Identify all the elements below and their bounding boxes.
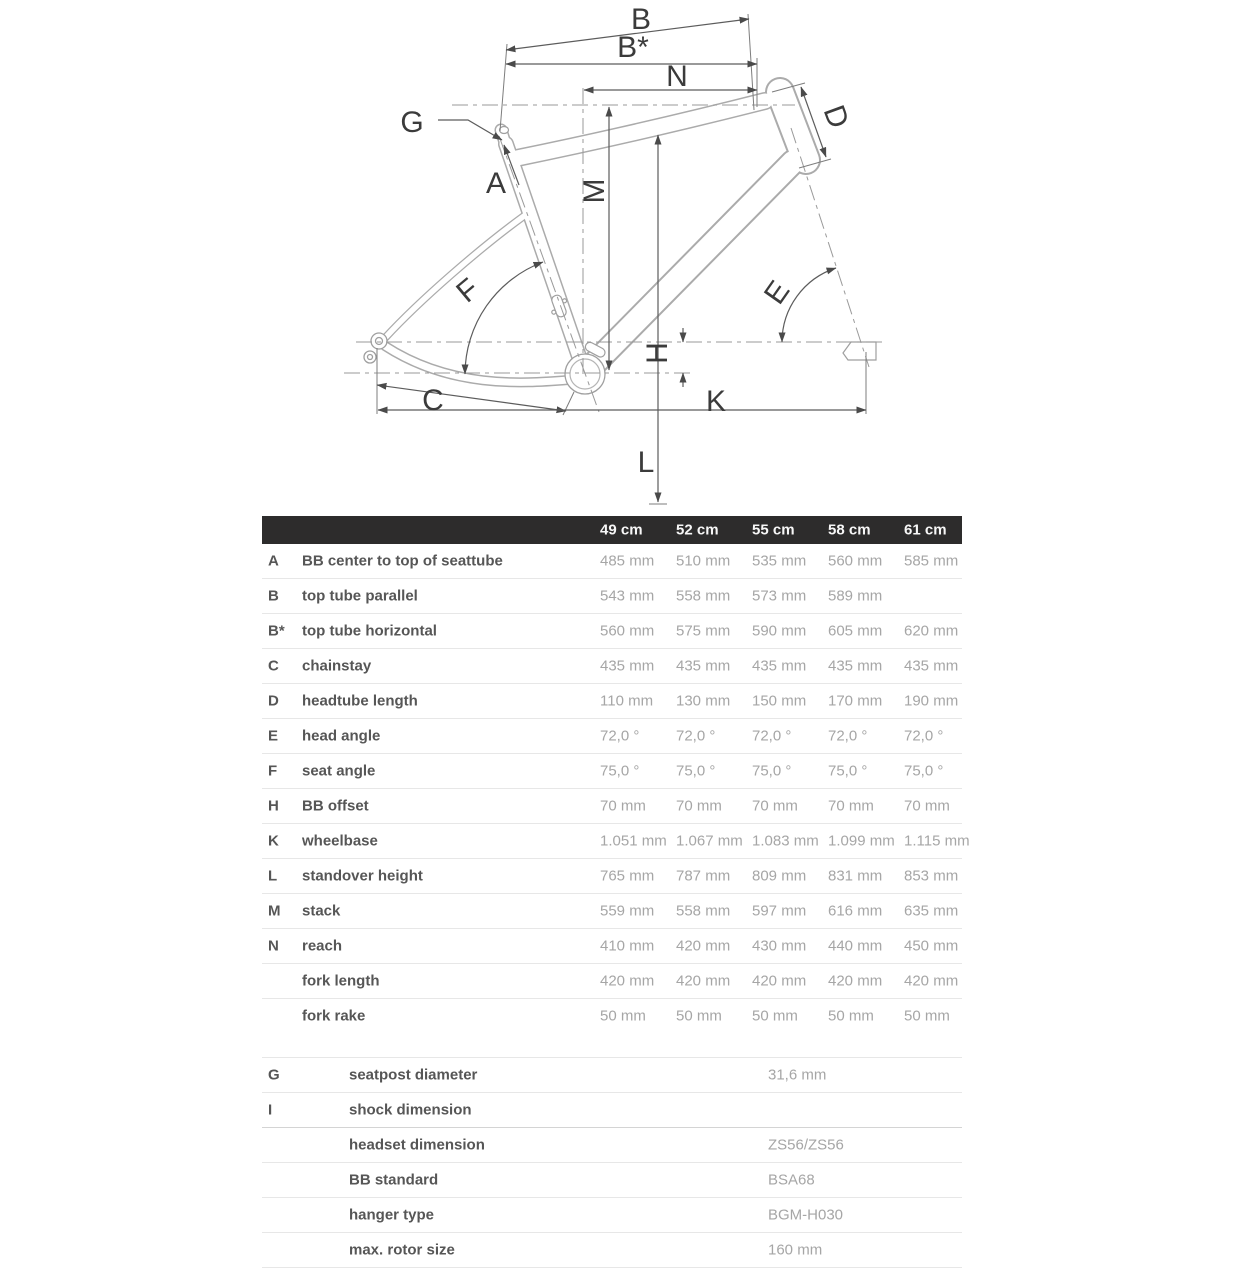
row-value: 75,0 ° <box>828 762 868 780</box>
bike-frame-drawing <box>0 0 1250 515</box>
row-value: 50 mm <box>904 1007 950 1025</box>
row-name: chainstay <box>302 657 372 675</box>
label-standover: L <box>637 446 655 479</box>
label-chainstay: C <box>422 384 444 417</box>
row-value: 410 mm <box>600 937 655 955</box>
row-value: 440 mm <box>828 937 883 955</box>
dim-chainstay <box>377 385 566 411</box>
row-value: 559 mm <box>600 902 655 920</box>
row-letter: C <box>268 657 279 675</box>
label-reach: N <box>666 60 688 93</box>
row-value: 620 mm <box>904 622 959 640</box>
row-name: seat angle <box>302 762 376 780</box>
size-header-row <box>262 516 962 544</box>
row-value: 130 mm <box>676 692 731 710</box>
row-value: 420 mm <box>600 972 655 990</box>
row-letter: I <box>268 1101 273 1119</box>
row-value: 190 mm <box>904 692 959 710</box>
table-row <box>262 649 962 684</box>
row-value: 450 mm <box>904 937 959 955</box>
row-name: stack <box>302 902 341 920</box>
row-value: 435 mm <box>904 657 959 675</box>
row-letter: L <box>268 867 278 885</box>
row-value: 420 mm <box>676 972 731 990</box>
row-value: 435 mm <box>752 657 807 675</box>
row-value: 50 mm <box>600 1007 646 1025</box>
size-header-cell: 49 cm <box>600 521 643 539</box>
row-value: 70 mm <box>752 797 798 815</box>
table-row <box>262 614 962 649</box>
size-header-cell: 61 cm <box>904 521 947 539</box>
row-value: 435 mm <box>676 657 731 675</box>
row-value: 605 mm <box>828 622 883 640</box>
row-value: 616 mm <box>828 902 883 920</box>
row-letter: F <box>268 762 278 780</box>
table-row <box>262 684 962 719</box>
row-value: 50 mm <box>752 1007 798 1025</box>
label-stack: M <box>578 178 611 204</box>
size-header-cell: 52 cm <box>676 521 719 539</box>
row-value: 435 mm <box>828 657 883 675</box>
dim-seat-angle-arc <box>465 262 543 374</box>
row-letter: G <box>268 1066 280 1084</box>
row-value: 560 mm <box>828 552 883 570</box>
size-header-cell: 55 cm <box>752 521 795 539</box>
row-name: hanger type <box>349 1206 435 1224</box>
row-value: 50 mm <box>828 1007 874 1025</box>
table-row <box>262 789 962 824</box>
row-name: seatpost diameter <box>349 1066 478 1084</box>
row-value: 150 mm <box>752 692 807 710</box>
rear-dropout <box>364 333 387 363</box>
row-value: 485 mm <box>600 552 655 570</box>
size-header-cell: 58 cm <box>828 521 871 539</box>
table-row <box>262 754 962 789</box>
row-value: 597 mm <box>752 902 807 920</box>
row-value: 560 mm <box>600 622 655 640</box>
label-wheelbase: K <box>705 385 727 418</box>
row-name: head angle <box>302 727 381 745</box>
label-seattube: A <box>485 167 507 200</box>
frame-geometry-diagram <box>0 0 1250 515</box>
row-value: 1.099 mm <box>828 832 895 850</box>
label-bb-offset: H <box>641 342 674 364</box>
label-top-tube-parallel: B <box>630 3 652 36</box>
label-seatpost: G <box>400 106 424 139</box>
row-value: 420 mm <box>904 972 959 990</box>
row-value: 787 mm <box>676 867 731 885</box>
row-value: 75,0 ° <box>904 762 944 780</box>
row-value: 809 mm <box>752 867 807 885</box>
row-value: 510 mm <box>676 552 731 570</box>
spec-row <box>262 1198 962 1233</box>
row-value: 535 mm <box>752 552 807 570</box>
row-value: 160 mm <box>768 1241 823 1259</box>
row-letter: H <box>268 797 279 815</box>
row-name: BB standard <box>349 1171 439 1189</box>
spec-row <box>262 1233 962 1268</box>
row-value: 635 mm <box>904 902 959 920</box>
row-value: 75,0 ° <box>752 762 792 780</box>
row-value: 1.067 mm <box>676 832 743 850</box>
row-value: 765 mm <box>600 867 655 885</box>
row-value: 1.115 mm <box>904 832 970 850</box>
row-name: BB offset <box>302 797 369 815</box>
row-value: BSA68 <box>768 1171 815 1189</box>
table-row <box>262 824 970 859</box>
table-row <box>262 579 962 614</box>
row-value: 558 mm <box>676 902 731 920</box>
row-letter: A <box>268 552 279 570</box>
row-value: 110 mm <box>600 692 654 710</box>
row-name: shock dimension <box>349 1101 472 1119</box>
row-letter: B <box>268 587 279 605</box>
row-name: max. rotor size <box>349 1241 455 1259</box>
row-name: fork rake <box>302 1007 366 1025</box>
spec-row <box>262 1163 962 1198</box>
row-value: 50 mm <box>676 1007 722 1025</box>
row-value: 589 mm <box>828 587 883 605</box>
row-name: reach <box>302 937 343 955</box>
row-value: 430 mm <box>752 937 807 955</box>
table-row <box>262 544 962 579</box>
leader-seatpost <box>438 120 502 140</box>
row-value: 573 mm <box>752 587 807 605</box>
label-headtube: D <box>816 100 856 133</box>
table-row <box>262 964 962 999</box>
row-value: 72,0 ° <box>828 727 868 745</box>
row-letter: K <box>268 832 279 850</box>
fork-dropout-corner <box>843 342 876 360</box>
row-value: 1.083 mm <box>752 832 819 850</box>
row-value: 72,0 ° <box>904 727 944 745</box>
label-head-angle: E <box>757 274 797 311</box>
row-value: 435 mm <box>600 657 655 675</box>
row-letter: E <box>268 727 279 745</box>
spec-row <box>262 1058 962 1093</box>
row-value: 831 mm <box>828 867 883 885</box>
row-value: 590 mm <box>752 622 807 640</box>
row-letter: N <box>268 937 279 955</box>
table-row <box>262 859 962 894</box>
row-value: 853 mm <box>904 867 959 885</box>
row-name: fork length <box>302 972 380 990</box>
row-value: 72,0 ° <box>676 727 716 745</box>
row-name: wheelbase <box>302 832 378 850</box>
table-row <box>262 719 962 754</box>
table-row <box>262 894 962 929</box>
label-top-tube-horizontal: B* <box>617 31 649 64</box>
row-value: 72,0 ° <box>752 727 792 745</box>
label-seat-angle: F <box>450 272 486 310</box>
row-value: 75,0 ° <box>600 762 640 780</box>
row-value: 70 mm <box>676 797 722 815</box>
row-value: 420 mm <box>828 972 883 990</box>
geometry-rows <box>262 544 970 1033</box>
row-letter: B* <box>268 622 285 640</box>
row-name: top tube horizontal <box>302 622 437 640</box>
table-row <box>262 999 962 1033</box>
row-value: 75,0 ° <box>676 762 716 780</box>
row-name: standover height <box>302 867 423 885</box>
dimension-labels <box>400 3 855 479</box>
row-name: BB center to top of seattube <box>302 552 503 570</box>
row-value: 420 mm <box>752 972 807 990</box>
row-value: 558 mm <box>676 587 731 605</box>
row-name: top tube parallel <box>302 587 418 605</box>
dim-head-angle-arc <box>782 268 836 342</box>
row-name: headtube length <box>302 692 418 710</box>
row-value: 585 mm <box>904 552 959 570</box>
row-value: 170 mm <box>828 692 883 710</box>
row-letter: M <box>268 902 281 920</box>
spec-rows <box>262 1057 962 1268</box>
row-value: 575 mm <box>676 622 731 640</box>
row-value: 1.051 mm <box>600 832 667 850</box>
row-value: 72,0 ° <box>600 727 640 745</box>
spec-row <box>262 1093 962 1128</box>
row-value: 420 mm <box>676 937 731 955</box>
row-value: BGM-H030 <box>768 1206 844 1224</box>
row-value: 31,6 mm <box>768 1066 827 1084</box>
row-value: ZS56/ZS56 <box>768 1136 844 1154</box>
row-name: headset dimension <box>349 1136 485 1154</box>
row-value: 70 mm <box>828 797 874 815</box>
row-letter: D <box>268 692 279 710</box>
frame-core <box>385 92 806 382</box>
row-value: 70 mm <box>904 797 950 815</box>
table-row <box>262 929 962 964</box>
geometry-table <box>262 516 970 1268</box>
row-value: 543 mm <box>600 587 655 605</box>
spec-row <box>262 1128 962 1163</box>
row-value: 70 mm <box>600 797 646 815</box>
